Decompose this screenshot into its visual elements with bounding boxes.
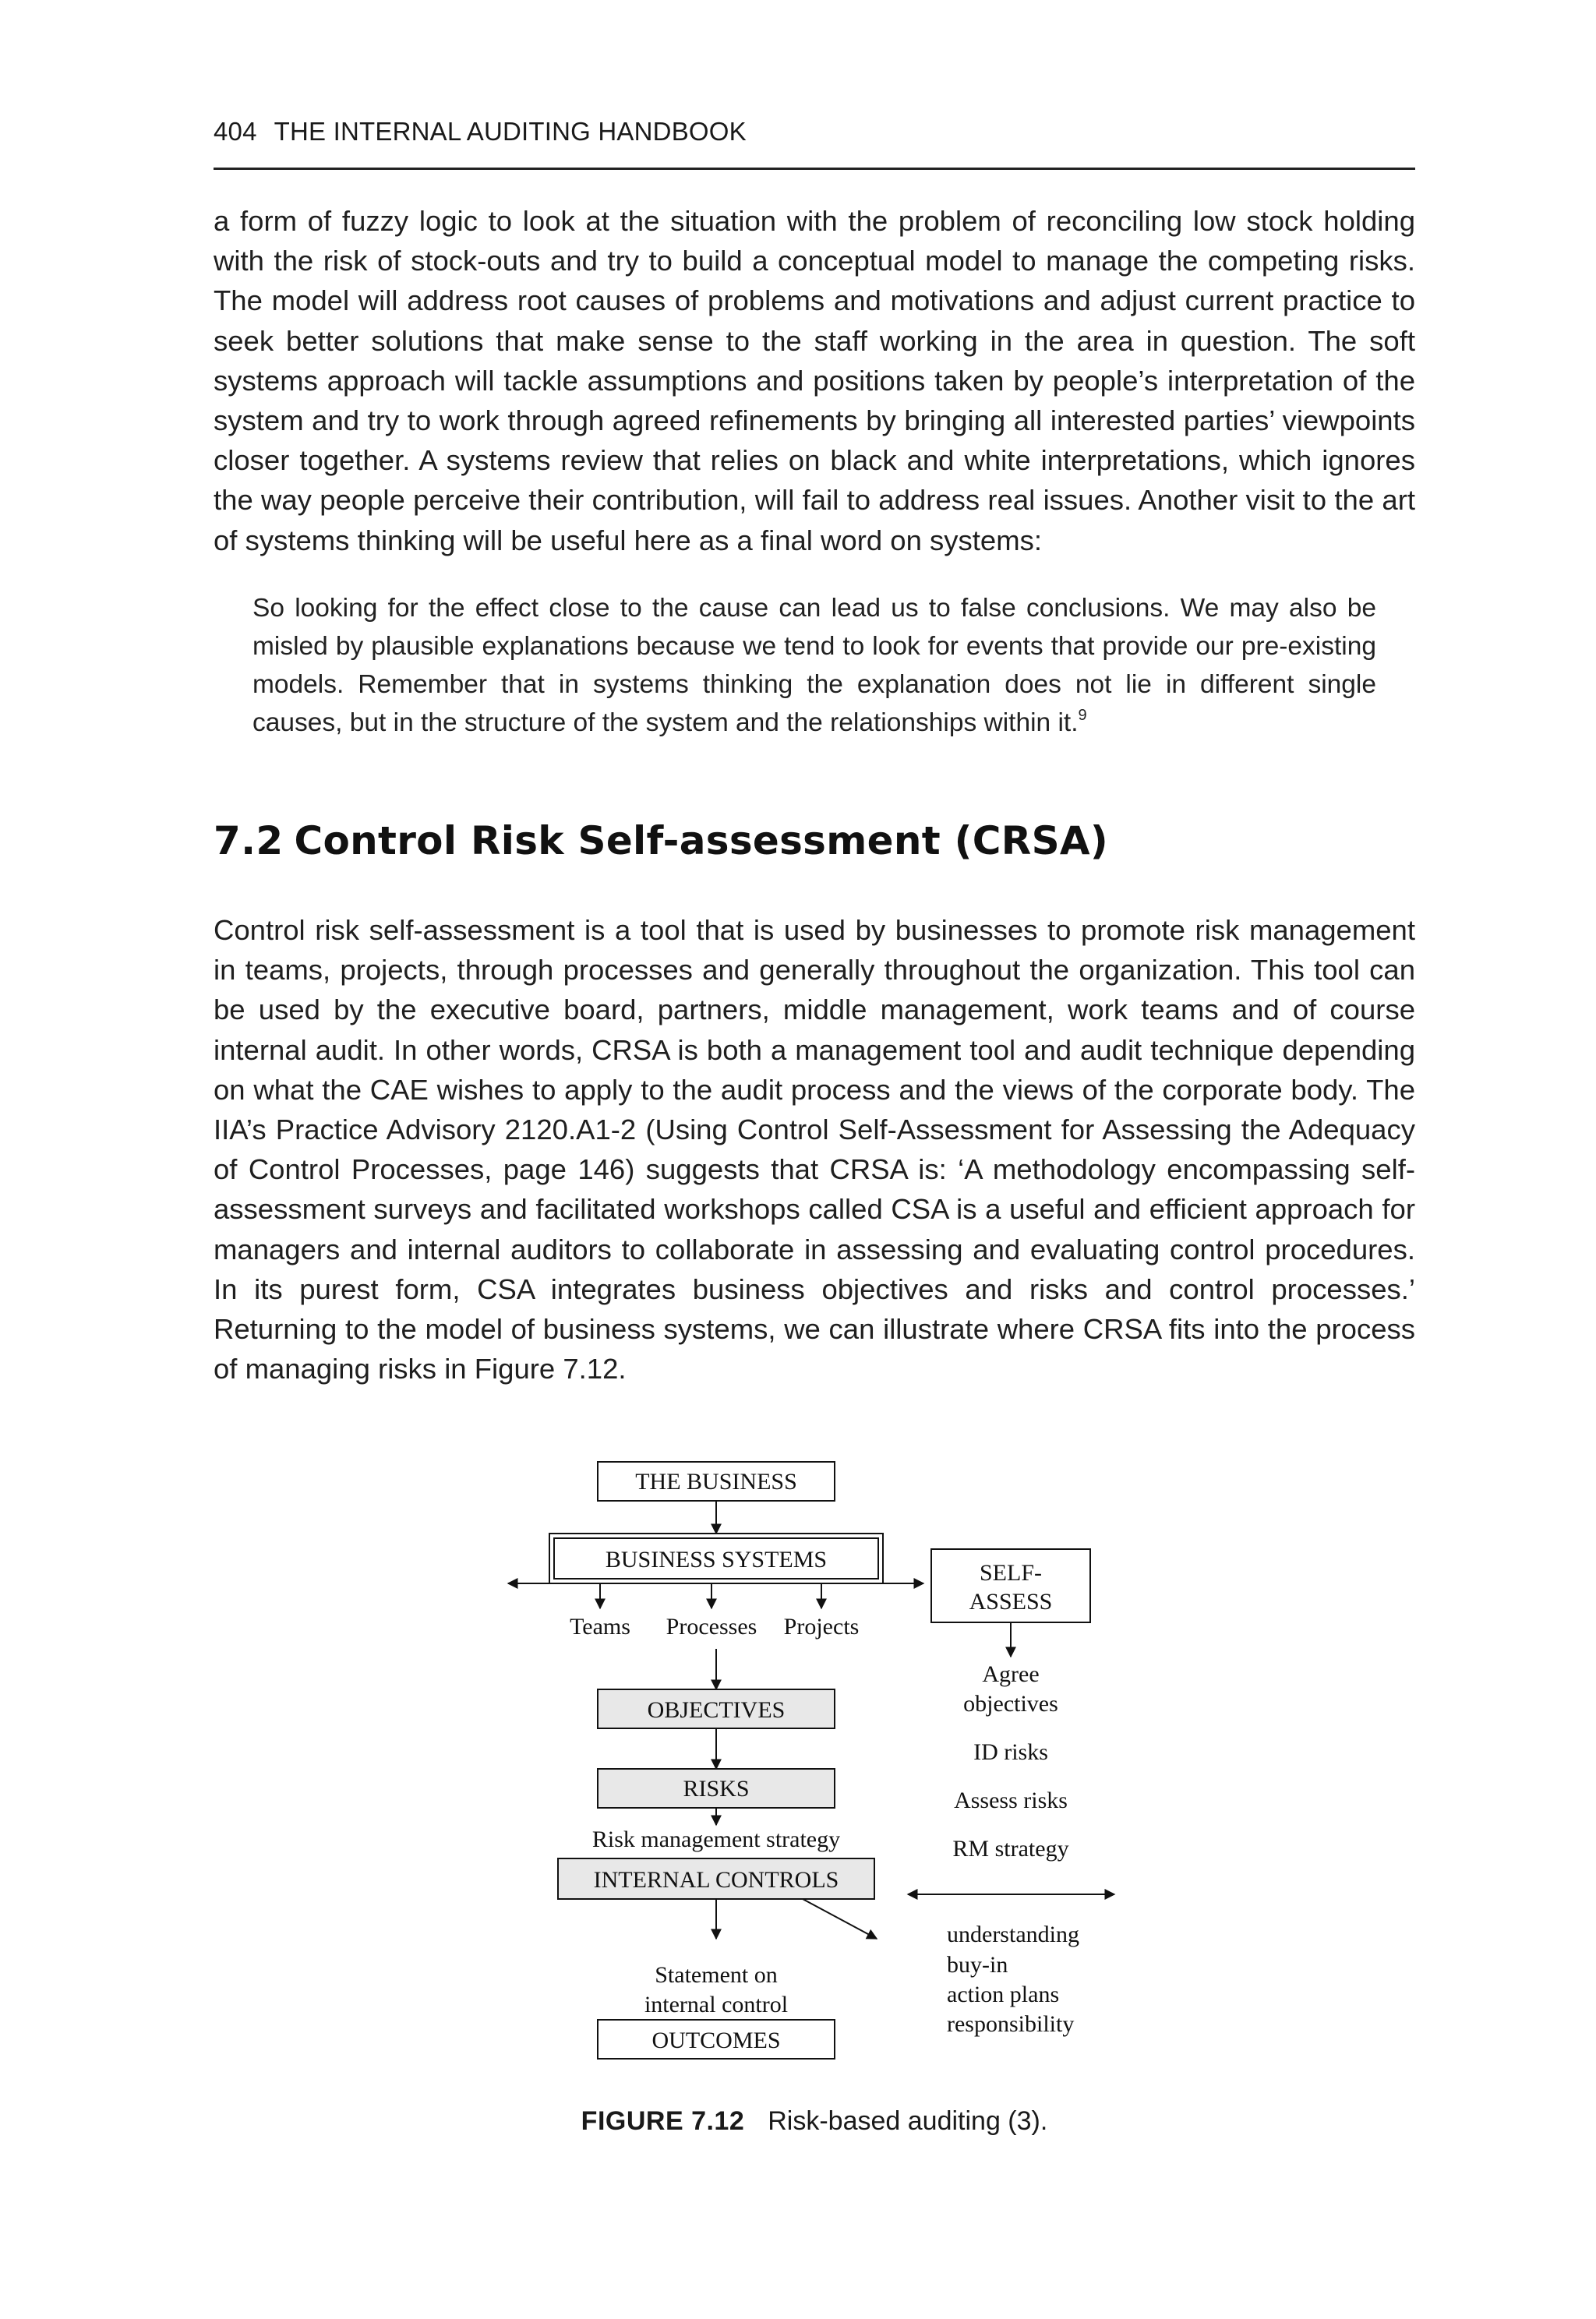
action-plans-label: action plans: [947, 1982, 1060, 2007]
figure-label: FIGURE 7.12: [581, 2106, 745, 2136]
teams-label: Teams: [570, 1614, 630, 1640]
risk-management-strategy-label: Risk management strategy: [591, 1827, 841, 1852]
statement-line1: Statement on: [655, 1962, 778, 1988]
header-rule: [214, 168, 1415, 170]
id-risks-label: ID risks: [973, 1739, 1048, 1765]
quote-text: So looking for the effect close to the cause can lead us to false conclusions. We may also be misled by plausible explanations because we tend to look for events that provide our pre-existing models. Remember that in systems thinking the explanation does not lie in different single causes, but in the structure of the system and the relationships within it.: [252, 594, 1376, 737]
section-title: Control Risk Self-assessment (CRSA): [294, 818, 1109, 863]
section-number: 7.2: [214, 818, 284, 863]
self-assess-line1: SELF-: [979, 1560, 1043, 1586]
assess-risks-label: Assess risks: [954, 1788, 1068, 1813]
risks-label: RISKS: [683, 1776, 750, 1802]
projects-label: Projects: [783, 1614, 860, 1640]
responsibility-label: responsibility: [947, 2011, 1075, 2037]
objectives-label: OBJECTIVES: [647, 1697, 786, 1723]
page-number: 404: [214, 117, 257, 146]
outcomes-label: OUTCOMES: [651, 2028, 781, 2053]
agree-objectives-line2: objectives: [963, 1691, 1058, 1717]
diagonal-arrow: [803, 1899, 877, 1939]
book-title: THE INTERNAL AUDITING HANDBOOK: [274, 117, 747, 146]
section-heading: [214, 818, 1108, 863]
agree-objectives-line1: Agree: [982, 1661, 1040, 1687]
rm-strategy-label: RM strategy: [952, 1836, 1069, 1862]
buy-in-label: buy-in: [947, 1952, 1008, 1978]
body-paragraph-1: a form of fuzzy logic to look at the situation with the problem of reconciling low stock holding with the risk of stock-outs and try to build a conceptual model to manage the competing risks. The model will address root causes of problems and motivations and adjust current practice to seek better solutions that make sense to the staff working in the area in question. The soft systems approach will tackle assumptions and positions taken by people’s interpretation of the system and try to work through agreed refinements by bringing all interested parties’ viewpoints closer together. A systems review that relies on black and white interpretations, which ignores the way people perceive their contribution, will fail to address real issues. Another visit to the art of systems thinking will be useful here as a final word on systems:: [214, 205, 1415, 556]
running-header: [214, 117, 1415, 164]
body-paragraph-2: Control risk self-assessment is a tool that is used by businesses to promote risk management in teams, projects, through processes and generally throughout the organization. This tool can be used by the executive board, partners, middle management, work teams and of course internal audit. In other words, CRSA is both a management tool and audit technique depending on what the CAE wishes to apply to the audit process and the views of the corporate body. The IIA’s Practice Advisory 2120.A1-2 (Using Control Self-Assessment for Assessing the Adequacy of Control Processes, page 146) suggests that CRSA is: ‘A methodology encompassing self-assessment surveys and facilitated workshops called CSA is a useful and efficient approach for managers and internal auditors to collaborate in assessing and evaluating control procedures. In its purest form, CSA integrates business objectives and risks and control processes.’ Returning to the model of business systems, we can illustrate where CRSA fits into the process of managing risks in Figure 7.12.: [214, 914, 1415, 1385]
block-quote: [252, 589, 1376, 742]
flow-diagram: [491, 1442, 1130, 2081]
figure-7-12: [491, 1442, 1130, 2081]
internal-controls-label: INTERNAL CONTROLS: [593, 1867, 839, 1893]
figure-caption-text: Risk-based auditing (3).: [768, 2106, 1048, 2136]
self-assess-line2: ASSESS: [969, 1589, 1053, 1615]
business-systems-label: BUSINESS SYSTEMS: [605, 1547, 828, 1572]
footnote-marker: 9: [1078, 707, 1087, 724]
figure-caption: [214, 2106, 1415, 2137]
the-business-label: THE BUSINESS: [635, 1469, 797, 1495]
understanding-label: understanding: [947, 1922, 1079, 1947]
statement-line2: internal control: [644, 1992, 789, 2017]
processes-label: Processes: [666, 1614, 757, 1640]
